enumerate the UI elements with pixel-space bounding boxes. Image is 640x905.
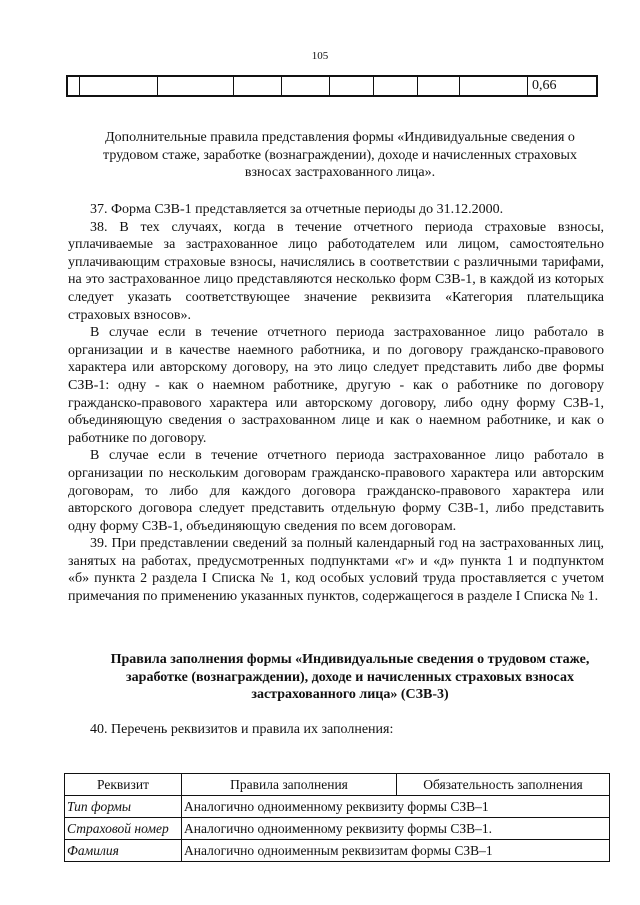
table-cell xyxy=(158,77,234,95)
table-cell xyxy=(234,77,282,95)
paragraph-38: 38. В тех случаях, когда в течение отчетного периода страховые взносы, уплачиваемые за застрахованное лицо работодателем или лицом, самостоятельно уплачивающим страховые взносы, начислялись в соответствии с различными тарифами, на это застрахованное лицо представляются несколько форм СЗВ-1, в каждой из которых следует указать соответствующее значение реквизита «Категория плательщика страховых взносов». xyxy=(68,219,604,323)
table-cell xyxy=(282,77,330,95)
column-header: Правила заполнения xyxy=(182,774,397,796)
paragraph-40 xyxy=(68,721,604,739)
table-cell xyxy=(460,77,528,95)
requisite-name: Фамилия xyxy=(65,840,182,862)
section-heading: Дополнительные правила представления формы «Индивидуальные сведения о трудовом стаже, заработке (вознаграждении), доходе и начисленных страховых взносах застрахованного лица». xyxy=(103,130,577,181)
paragraph-37: 37. Форма СЗВ-1 представляется за отчетные периоды до 31.12.2000. xyxy=(90,202,504,217)
requisite-rule: Аналогично одноименному реквизиту формы СЗВ–1. xyxy=(182,818,610,840)
requisite-rule: Аналогично одноименным реквизитам формы СЗВ–1 xyxy=(182,840,610,862)
column-header: Обязательность заполнения xyxy=(397,774,610,796)
paragraph: В случае если в течение отчетного периода застрахованное лицо работало в организации и в качестве наемного работника, и по договору гражданско-правового характера или авторскому договору, на это лицо следует представить либо две формы СЗВ-1: одну - как о наемном работнике, другую - как о работнике по договору гражданско-правового характера или авторскому договору, либо одну форму СЗВ-1, объединяющую сведения о застрахованном лице и как о наемном работнике, и как о работнике по договору. xyxy=(68,325,604,446)
table-cell xyxy=(80,77,158,95)
paragraph: В случае если в течение отчетного периода застрахованное лицо работало в организации по нескольким договорам гражданско-правового характера или авторским договорам, то либо для каждого договора гражданско-правового характера или авторского договора следует представить отдельную форму СЗВ-1, либо представить одну форму СЗВ-1, объединяющую сведения по всем договорам. xyxy=(68,448,604,534)
page-number: 105 xyxy=(311,50,329,62)
table-header-row xyxy=(65,774,610,796)
table-row xyxy=(65,840,610,862)
paragraph-39: 39. При представлении сведений за полный календарный год на застрахованных лиц, занятых на работах, предусмотренных подпунктами «г» и «д» пункта 1 и подпунктом «б» пункта 2 раздела I Списка № 1, код особых условий труда проставляется с учетом примечания по применению указанных пунктов, содержащегося в разделе I Списка № 1. xyxy=(68,536,604,605)
table-cell xyxy=(374,77,418,95)
table-cell xyxy=(418,77,460,95)
requisite-rule: Аналогично одноименному реквизиту формы СЗВ–1 xyxy=(182,796,610,818)
requisite-name: Тип формы xyxy=(65,796,182,818)
table-row xyxy=(65,818,610,840)
table-cell-value: 0,66 xyxy=(532,78,557,93)
table-cell xyxy=(330,77,374,95)
top-table-fragment xyxy=(66,75,598,97)
body-text xyxy=(68,201,604,606)
requisites-table xyxy=(64,773,610,862)
table-row xyxy=(65,796,610,818)
column-header: Реквизит xyxy=(65,774,182,796)
table-cell xyxy=(68,77,80,95)
paragraph-40-text: 40. Перечень реквизитов и правила их заполнения: xyxy=(90,722,394,737)
requisite-name: Страховой номер xyxy=(65,818,182,840)
section-heading-szv3: Правила заполнения формы «Индивидуальные сведения о трудовом стаже, заработке (вознаграждении), доходе и начисленных страховых взносах застрахованного лица» (СЗВ-3) xyxy=(110,652,590,703)
